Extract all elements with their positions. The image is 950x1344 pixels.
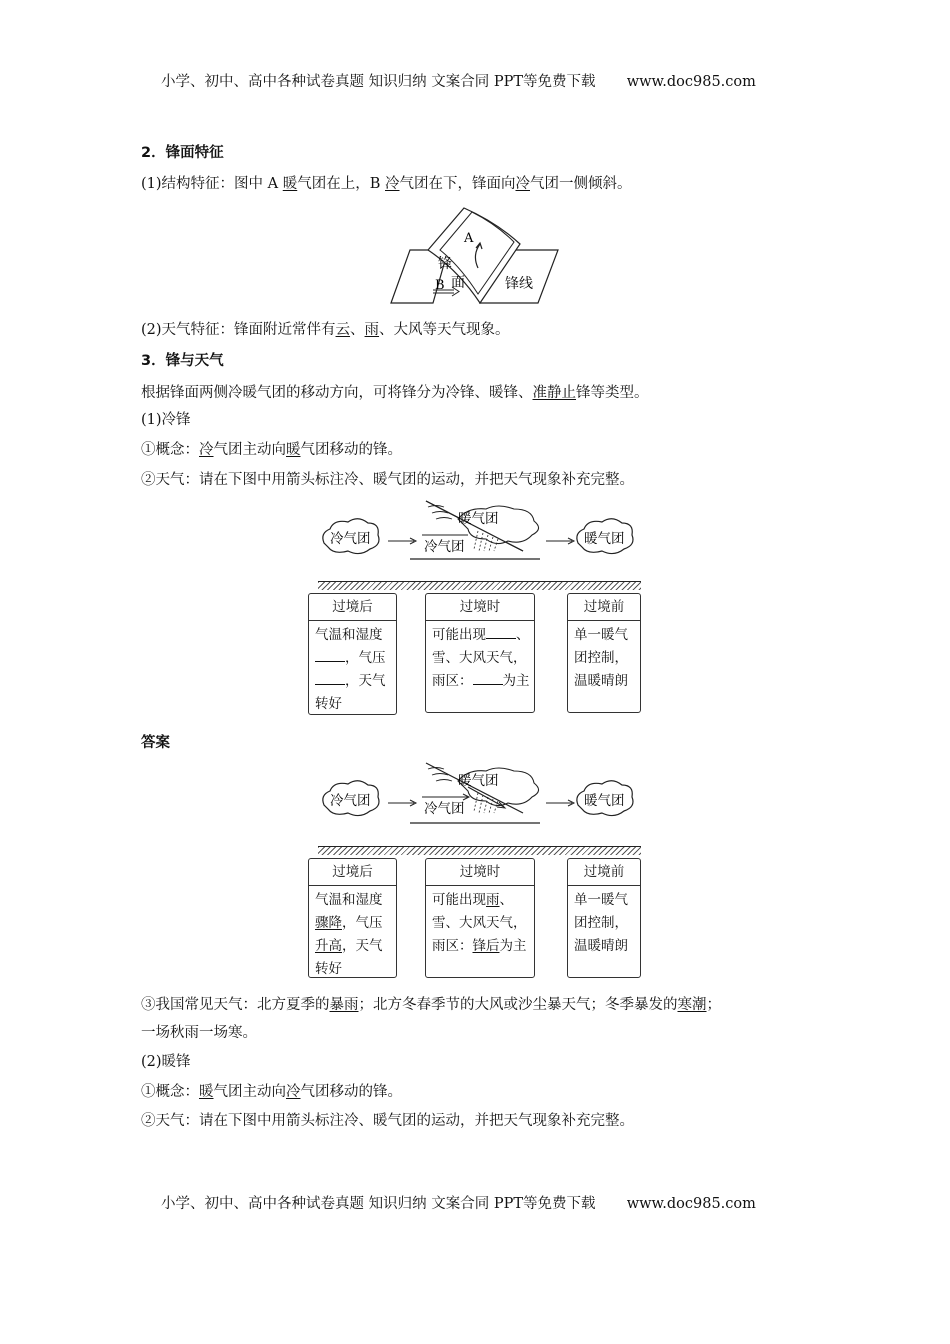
q-box-after: 过境后 气温和湿度 ，气压 ，天气 转好: [308, 593, 397, 715]
q-warm-label: 暖气团: [458, 511, 499, 527]
label-fengxian: 锋线: [505, 276, 533, 292]
q-during-head: 过境时: [426, 594, 534, 621]
page-footer: [161, 1192, 756, 1213]
a-during-head: 过境时: [426, 859, 534, 886]
footer-url[interactable]: www.doc985.com: [626, 1196, 756, 1212]
warm-front-concept: ①概念：暖气团主动向冷气团移动的锋。: [141, 1084, 402, 1100]
a-box-after: 过境后 气温和湿度 骤降，气压 升高，天气 转好: [308, 858, 397, 978]
ground-hatch-question: [318, 581, 641, 590]
blank[interactable]: [315, 647, 345, 662]
cold-front-diagram-answer: [318, 757, 638, 829]
q-cold-mass: 冷气团: [330, 531, 371, 547]
a-warm-label: 暖气团: [458, 773, 499, 789]
label-b: B: [435, 278, 445, 293]
q-warm-mass: 暖气团: [584, 531, 625, 547]
a-after-head: 过境后: [309, 859, 396, 886]
cold-front-title: (1)冷锋: [141, 412, 191, 428]
warm-front-task: ②天气：请在下图中用箭头标注冷、暖气团的运动，并把天气现象补充完整。: [141, 1113, 634, 1129]
q-cold-label: 冷气团: [424, 539, 465, 555]
q-before-head: 过境前: [568, 594, 640, 621]
label-a: A: [464, 231, 474, 246]
answer-label: 答案: [141, 735, 170, 751]
label-feng: 锋: [438, 256, 452, 272]
front-surface-diagram: [388, 200, 560, 305]
blank[interactable]: [315, 670, 345, 685]
structure-feature: (1)结构特征：图中 A 暖气团在上，B 冷气团在下，锋面向冷气团一侧倾斜。: [141, 176, 632, 192]
page-header: [161, 70, 756, 91]
a-cold-mass: 冷气团: [330, 793, 371, 809]
cold-front-concept: ①概念：冷气团主动向暖气团移动的锋。: [141, 442, 402, 458]
section-3-heading: 3．锋与天气: [141, 353, 224, 369]
label-mian: 面: [451, 275, 465, 291]
q-after-head: 过境后: [309, 594, 396, 621]
warm-front-title: (2)暖锋: [141, 1054, 191, 1070]
blank[interactable]: [486, 624, 516, 639]
a-before-head: 过境前: [568, 859, 640, 886]
q-box-during: 过境时 可能出现 、 雪、大风天气， 雨区： 为主: [425, 593, 535, 713]
a-warm-mass: 暖气团: [584, 793, 625, 809]
q-box-before: 过境前 单一暖气 团控制， 温暖晴朗: [567, 593, 641, 713]
footer-title: 小学、初中、高中各种试卷真题 知识归纳 文案合同 PPT等免费下载: [161, 1196, 596, 1212]
a-box-during: 过境时 可能出现雨、 雪、大风天气， 雨区：锋后为主: [425, 858, 535, 978]
common-weather-line1: ③我国常见天气：北方夏季的暴雨；北方冬春季节的大风或沙尘暴天气；冬季暴发的寒潮；: [141, 997, 721, 1013]
cold-front-diagram-question: [318, 495, 638, 567]
ground-hatch-answer: [318, 846, 641, 855]
cold-front-task: ②天气：请在下图中用箭头标注冷、暖气团的运动，并把天气现象补充完整。: [141, 472, 634, 488]
header-url[interactable]: www.doc985.com: [626, 74, 756, 90]
a-cold-label: 冷气团: [424, 801, 465, 817]
front-types-intro: 根据锋面两侧冷暖气团的移动方向，可将锋分为冷锋、暖锋、准静止锋等类型。: [141, 385, 649, 401]
common-weather-line2: 一场秋雨一场寒。: [141, 1025, 257, 1041]
weather-feature: (2)天气特征：锋面附近常伴有云、雨、大风等天气现象。: [141, 322, 510, 338]
section-2-heading: 2．锋面特征: [141, 145, 224, 161]
blank[interactable]: [473, 670, 503, 685]
header-title: 小学、初中、高中各种试卷真题 知识归纳 文案合同 PPT等免费下载: [161, 74, 596, 90]
a-box-before: 过境前 单一暖气 团控制， 温暖晴朗: [567, 858, 641, 978]
